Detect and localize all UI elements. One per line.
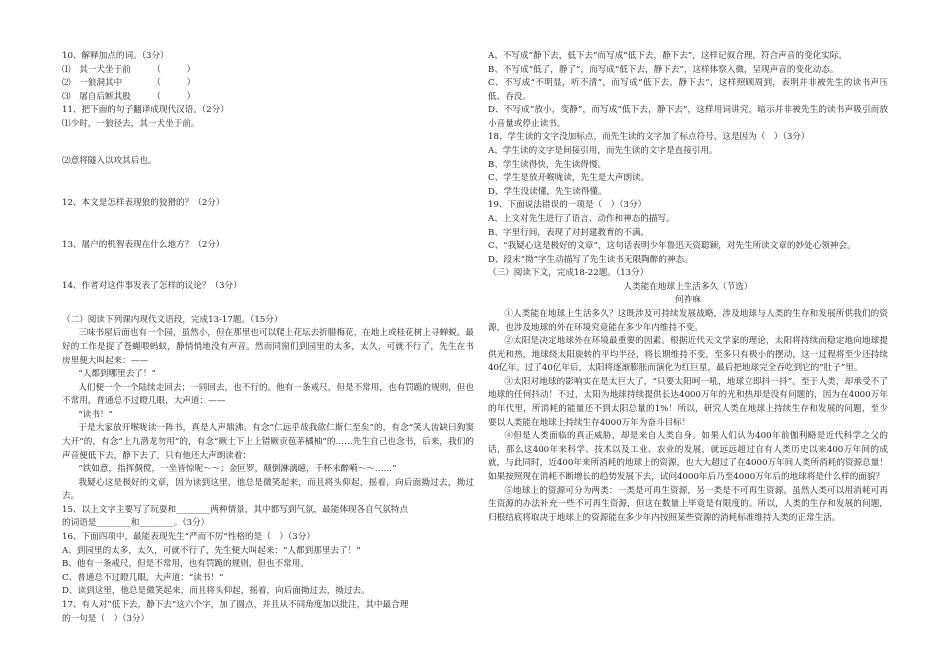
q18-title: 18、学生读的文字没加标点，而先生读的文字加了标点符号，这是因为（ ）（3分） [488,132,810,143]
passage-paragraph: 于是大家放开喉咙读一阵书，真是人声鼎沸。有念“仁远乎哉我欲仁斯仁至矣”的，有念“笑人齿缺曰狗窦大开”的，有念“上九潜龙勿用”的，有念“厥土下上上错厥贡苞茅橘柚”的……先生自己也念书，后来，我们的声音便低下去，静下去了，只有他还大声朗读着： [62,423,474,461]
article-paragraph: ③太阳对地球的影响实在是太巨大了，“只要太阳呵一吼，地球立即抖一抖”。至于人类，却承受不了地球的任何抖动！不过，太阳为地球持续提供长达4000万年的光和热却是没有问题的，因为在4000万年的年代里，所消耗的能量还不到太阳总量的1%！所以，研究人类在地球上持续生存和发展的问题，至少要以人类能在地球上持续生存4000万年为奋斗目标！ [488,376,888,428]
q19-option: A、上文对先生进行了语言、动作和神态的描写。 [488,213,675,224]
section2-title: （二）阅读下列课内现代文语段，完成13-17题。（15分） [62,314,283,325]
q15-line: 的词语是________和________。（3分） [62,518,210,529]
q10-item: ⑴ 其一犬坐于前 （ ） [62,64,196,75]
passage-paragraph: “读书！” [78,409,113,420]
left-column [62,50,474,626]
q18-option: C、学生是放开喉咙读，先生是大声朗读。 [488,173,650,184]
q10-title: 10、解释加点的词。（3分） [62,51,169,61]
q16-option: D、读到这里，他总是微笑起来，而且将头仰起，摇着，向后面拗过去，拗过去。 [62,586,370,597]
q17-option: B、不写成“低了，静了”，而写成“低下去，静下去”，这样体察入微，呈现声音的变化动态。 [488,64,839,75]
q16-title: 16、下面四项中，最能表现先生“严而不厉”性格的是（ ）（3分） [62,532,315,543]
article-author: 何祚庥 [675,295,701,306]
q12: 12、本文是怎样表现狼的狡猾的？（2分） [62,198,225,209]
q19-option: C、“我疑心这是极好的文章”，这句话表明少年鲁迅天资聪颖，对先生所读文章的妙处心领神会。 [488,241,856,252]
article-paragraph: ④但是人类面临的真正威胁，却是来自人类自身。如果人们认为400年前伽利略是近代科学之父的话，那么这400年来科学、技术以及工业、农业的发展，就远远超过自有人类历史以来400万年间的成就，与此同时，近400年来所消耗的地球上的资源，也大大超过了在4000万年间人类所消耗的资源总量！如果按照现在消耗不断增长的趋势发展下去，试问4000年后乃至4000万年后的地球将是什么样的面貌？ [488,431,888,482]
answer-space [62,131,474,155]
answer-space [62,169,474,197]
q18-option: A、学生读的文字是间接引用，而先生读的文字是直接引用。 [488,146,718,157]
article-paragraph: ①人类能在地球上生活多久？这既涉及可持续发展战略，涉及地球与人类的生存和发展所供我们的资源，也涉及地球的外在环境究竟能在多少年内维持不变。 [488,308,888,333]
q19-option: D、段末“拗”字生动描写了先生读书无限陶醉的神态。 [488,254,693,265]
passage-paragraph: “铁如意，指挥倜傥，一坐皆惊呢～～；金叵罗，颠倒淋漓噫，千杯未醉嗬～～……” [78,464,397,475]
answer-space [62,211,474,239]
passage-paragraph: 三味书屋后面也有一个园，虽然小，但在那里也可以爬上花坛去折腊梅花，在地上或桂花树上寻蝉蜕。最好的工作是捉了苍蝇喂蚂蚁，静悄悄地没有声音。然而同窗们到园里的太多，太久，可就不行了，先生在书房里便大叫起来：—— [62,328,474,366]
q11-sentence-1: ⑴少时，一狼径去，其一犬坐于前。 [62,118,200,129]
q17-line: 17、有人对“低下去，静下去”这六个字，加了圆点，并且从不同角度加以批注，其中最合理 [62,599,409,610]
q19-title: 19、下面说法错误的一项是（ ）（3分） [488,200,647,211]
q17-option: A、不写成“静下去，低下去”而写成“低下去，静下去”，这样记叙合理，符合声音的变化实际。 [488,51,847,61]
article-paragraph: ⑤地球上的资源可分为两类：一类是可再生资源，另一类是不可再生资源。虽然人类可以用消耗可再生资源的办法补充一些不可再生资源，但这在数量上毕竟是有限度的。所以，人类的生存和发展的问题，归根结底将取决于地球上的资源能在多少年内按照某些资源的消耗标准维持人类的正常生活。 [488,485,888,523]
passage-paragraph: 人们便一个一个陆续走回去；一同回去，也不行的。他有一条戒尺，但是不常用，也有罚跪的规则，但也不常用，普通总不过瞪几眼，大声道：—— [62,382,474,407]
q17-option: D、不写成“放小，变静”，而写成“低下去，静下去”，这样用词讲究，暗示并非被先生的读书声吸引而放小音量或停止读书。 [488,105,888,129]
q16-option: A、到园里的太多，太久，可就不行了，先生便大叫起来：“人都到那里去了！” [62,545,361,556]
passage-paragraph: “人都到哪里去了！” [78,369,156,380]
answer-space [62,252,474,280]
article-title: 人类能在地球上生活多久（节选） [623,281,753,292]
article-paragraph: ②太阳是决定地球外在环境最重要的因素。根据近代天文学家的理论，太阳将持续而稳定地向地球提供光和热，地球绕太阳旋转的平均半径，将长期维持不变，至多只有极小的摆动，这一过程将至少还持续40亿年。过了40亿年后，太阳将逐渐膨胀而演化为红巨星，最后把地球完全吞吃到它的“肚子”里。 [488,336,888,374]
passage-paragraph: 我疑心这是极好的文章，因为读到这里，他总是微笑起来，而且将头仰起，摇着，向后面拗过去，拗过去。 [62,477,474,502]
q11-title: 11、把下面的句子翻译成现代汉语。（2分） [62,105,229,116]
q18-option: D、学生没读懂，先生读得懂。 [488,186,607,197]
q17-option: C、不写成“不明显，听不清”，而写成“低下去，静下去”，这样照顾周到，表明并非被先生的读书声压低、吞没。 [488,78,888,102]
q10-item: ⑶ 屠自后断其股 （ ） [62,91,196,102]
q11-sentence-2: ⑵意将隧入以攻其后也。 [62,156,157,167]
answer-space [62,294,474,314]
q14: 14、作者对这件事发表了怎样的议论？（3分） [62,281,242,292]
q17-line: 的一句是（ ）（3分） [62,613,150,624]
q18-option: B、学生读得快，先生读得慢。 [488,159,607,170]
q10-item: ⑵ 一狼洞其中 （ ） [62,78,196,89]
q16-option: C、普通总不过瞪几眼，大声道：“读书！” [62,572,224,583]
q16-option: B、他有一条戒尺，但是不常用，也有罚跪的规则，但也不常用。 [62,559,309,570]
q19-option: B、字里行间，表现了对封建教育的不满。 [488,227,650,238]
right-column [488,50,888,525]
q15-line: 15、以上文字主要写了玩耍和________两种情景，其中都写到气氛，最能体现各自气氛特点 [62,504,409,515]
section3-title: （三）阅读下文，完成18-22题。（13分） [488,268,649,279]
q13: 13、屠户的机智表现在什么地方？（2分） [62,239,225,250]
